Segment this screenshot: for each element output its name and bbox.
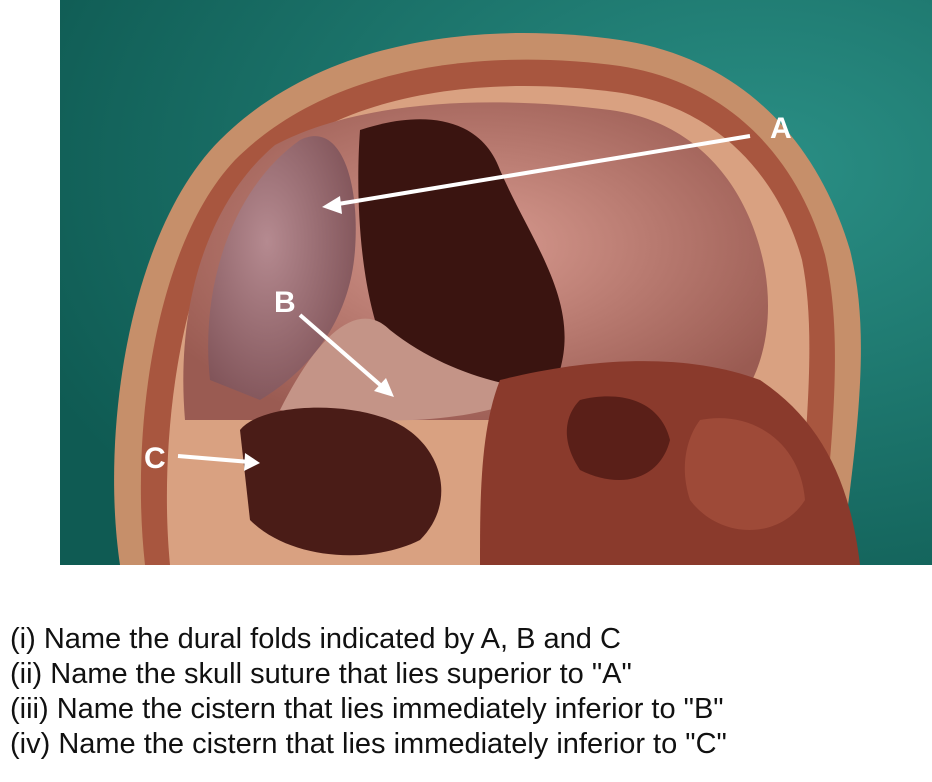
label-c: C	[144, 442, 166, 475]
question-3: (iii) Name the cistern that lies immediately inferior to "B"	[10, 693, 724, 725]
question-4: (iv) Name the cistern that lies immediately inferior to "C"	[10, 728, 727, 760]
question-1: (i) Name the dural folds indicated by A, B and C	[10, 623, 621, 655]
label-a: A	[770, 112, 792, 145]
question-2: (ii) Name the skull suture that lies superior to "A"	[10, 658, 632, 690]
label-b: B	[274, 286, 296, 319]
question-list	[10, 622, 925, 762]
anatomy-photo	[60, 0, 932, 565]
sagittal-head-section	[60, 0, 932, 565]
